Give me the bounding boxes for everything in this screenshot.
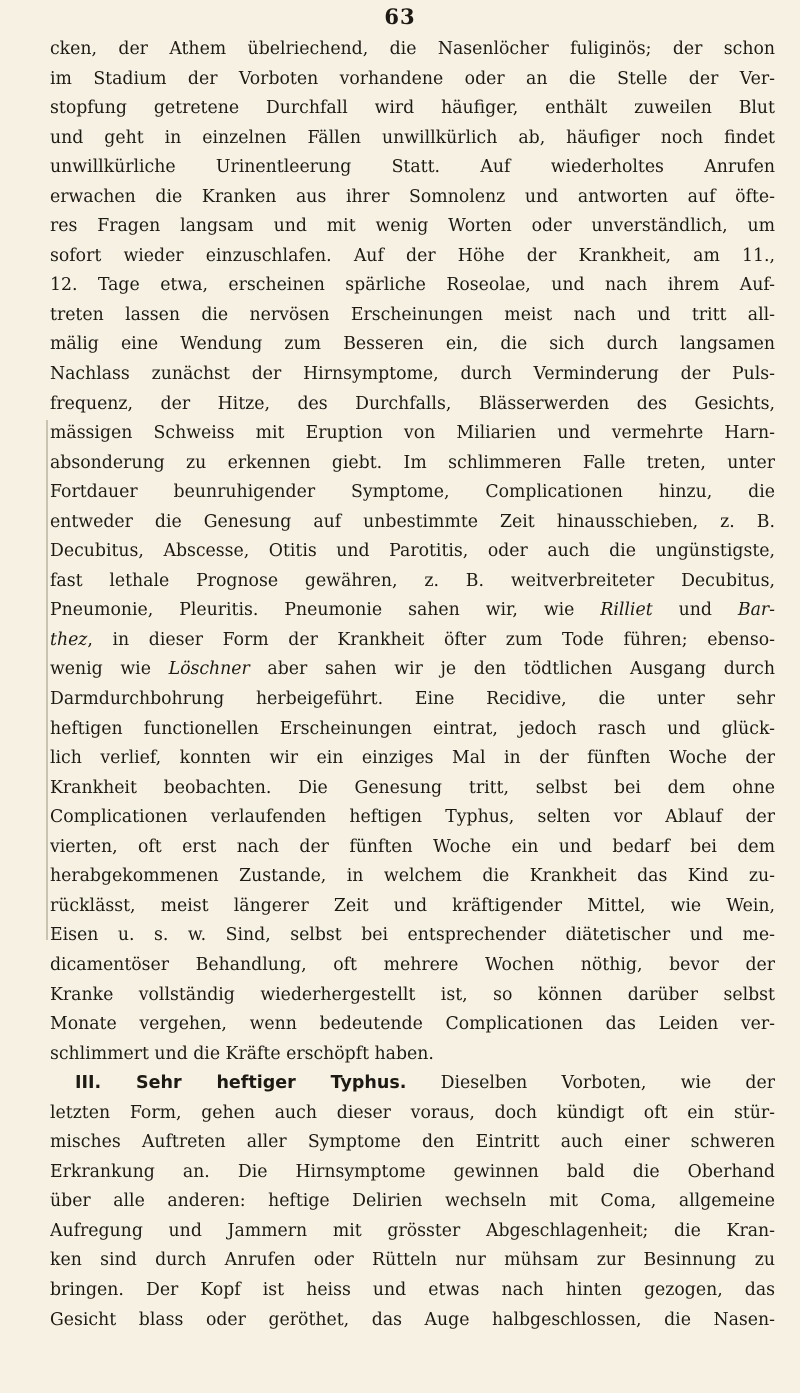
text-line: absonderung zu erkennen giebt. Im schlimmeren Falle treten, unter: [50, 452, 775, 473]
text-segment: wenig wie: [50, 659, 169, 680]
text-line: lich verlief, konnten wir ein einziges Mal in der fünften Woche der: [50, 748, 775, 769]
text-line: Darmdurchbohrung herbeigeführt. Eine Recidive, die unter sehr: [50, 689, 775, 710]
text-line: res Fragen langsam und mit wenig Worten oder unverständlich, um: [50, 216, 775, 237]
text-line: 12. Tage etwa, erscheinen spärliche Roseolae, und nach ihrem Auf-: [50, 275, 775, 296]
text-segment: und: [652, 600, 738, 621]
text-line: treten lassen die nervösen Erscheinungen meist nach und tritt all-: [50, 304, 775, 325]
text-line: misches Auftreten aller Symptome den Eintritt auch einer schweren: [50, 1132, 775, 1153]
text-line: Kranke vollständig wiederhergestellt ist, so können darüber selbst: [50, 984, 775, 1005]
text-line: cken, der Athem übelriechend, die Nasenlöcher fuliginös; der schon: [50, 39, 775, 59]
paragraph-end-line: schlimmert und die Kräfte erschöpft haben.: [50, 1043, 434, 1064]
body-text: [50, 35, 775, 1335]
text-line: heftigen functionellen Erscheinungen eintrat, jedoch rasch und glück-: [50, 718, 775, 739]
text-line: stopfung getretene Durchfall wird häufiger, enthält zuweilen Blut: [50, 98, 775, 119]
binding-edge-mark: [46, 420, 48, 940]
text-line: Nachlass zunächst der Hirnsymptome, durch Verminderung der Puls-: [50, 364, 775, 385]
text-segment: Dieselben Vorboten, wie der: [406, 1073, 775, 1094]
page-number: 63: [384, 4, 416, 29]
section-heading-line: [50, 1069, 775, 1099]
text-line-with-citation: [50, 596, 775, 626]
text-line: mässigen Schweiss mit Eruption von Miliarien und vermehrte Harn-: [50, 423, 775, 444]
text-line: bringen. Der Kopf ist heiss und etwas nach hinten gezogen, das: [50, 1279, 775, 1300]
text-line: Eisen u. s. w. Sind, selbst bei entsprechender diätetischer und me-: [50, 925, 775, 946]
text-line: Decubitus, Abscesse, Otitis und Parotitis, oder auch die ungünstigste,: [50, 541, 775, 562]
author-name: thez: [50, 629, 88, 650]
text-line: rücklässt, meist längerer Zeit und kräftigender Mittel, wie Wein,: [50, 895, 775, 916]
text-line: sofort wieder einzuschlafen. Auf der Höhe der Krankheit, am 11.,: [50, 245, 775, 266]
text-line: Gesicht blass oder geröthet, das Auge halbgeschlossen, die Nasen-: [50, 1309, 775, 1330]
text-line: entweder die Genesung auf unbestimmte Zeit hinausschieben, z. B.: [50, 511, 775, 532]
text-line: ken sind durch Anrufen oder Rütteln nur mühsam zur Besinnung zu: [50, 1250, 775, 1271]
text-segment: aber sahen wir je den tödtlichen Ausgang durch: [249, 659, 775, 680]
text-line: im Stadium der Vorboten vorhandene oder an die Stelle der Ver-: [50, 68, 775, 89]
text-line: Erkrankung an. Die Hirnsymptome gewinnen bald die Oberhand: [50, 1161, 775, 1182]
text-line: herabgekommenen Zustande, in welchem die Krankheit das Kind zu-: [50, 866, 775, 887]
text-line: Fortdauer beunruhigender Symptome, Complicationen hinzu, die: [50, 482, 775, 503]
text-line: und geht in einzelnen Fällen unwillkürlich ab, häufiger noch findet: [50, 127, 775, 148]
text-line: dicamentöser Behandlung, oft mehrere Wochen nöthig, bevor der: [50, 954, 775, 975]
text-line: Krankheit beobachten. Die Genesung tritt, selbst bei dem ohne: [50, 777, 775, 798]
text-segment: , in dieser Form der Krankheit öfter zum Tode führen; ebenso-: [87, 629, 775, 650]
text-line: Complicationen verlaufenden heftigen Typhus, selten vor Ablauf der: [50, 807, 775, 828]
text-line: mälig eine Wendung zum Besseren ein, die sich durch langsamen: [50, 334, 775, 355]
author-name: Rilliet: [600, 600, 653, 621]
text-line-with-citation: [50, 655, 775, 685]
text-line: fast lethale Prognose gewähren, z. B. weitverbreiteter Decubitus,: [50, 570, 775, 591]
text-segment: Pneumonie, Pleuritis. Pneumonie sahen wir, wie: [50, 600, 601, 621]
text-line: unwillkürliche Urinentleerung Statt. Auf wiederholtes Anrufen: [50, 157, 775, 178]
text-line: über alle anderen: heftige Delirien wechseln mit Coma, allgemeine: [50, 1191, 775, 1212]
text-line: Monate vergehen, wenn bedeutende Complicationen das Leiden ver-: [50, 1014, 775, 1035]
section-heading: III. Sehr heftiger Typhus.: [75, 1073, 407, 1094]
text-line: vierten, oft erst nach der fünften Woche ein und bedarf bei dem: [50, 836, 775, 857]
text-line: frequenz, der Hitze, des Durchfalls, Blässerwerden des Gesichts,: [50, 393, 775, 414]
text-line-with-citation: [50, 626, 775, 656]
text-line: Aufregung und Jammern mit grösster Abgeschlagenheit; die Kran-: [50, 1220, 775, 1241]
author-name: Bar-: [737, 600, 775, 621]
text-line: erwachen die Kranken aus ihrer Somnolenz und antworten auf öfte-: [50, 186, 775, 207]
text-line: letzten Form, gehen auch dieser voraus, doch kündigt oft ein stür-: [50, 1102, 775, 1123]
author-name: Löschner: [168, 659, 250, 680]
